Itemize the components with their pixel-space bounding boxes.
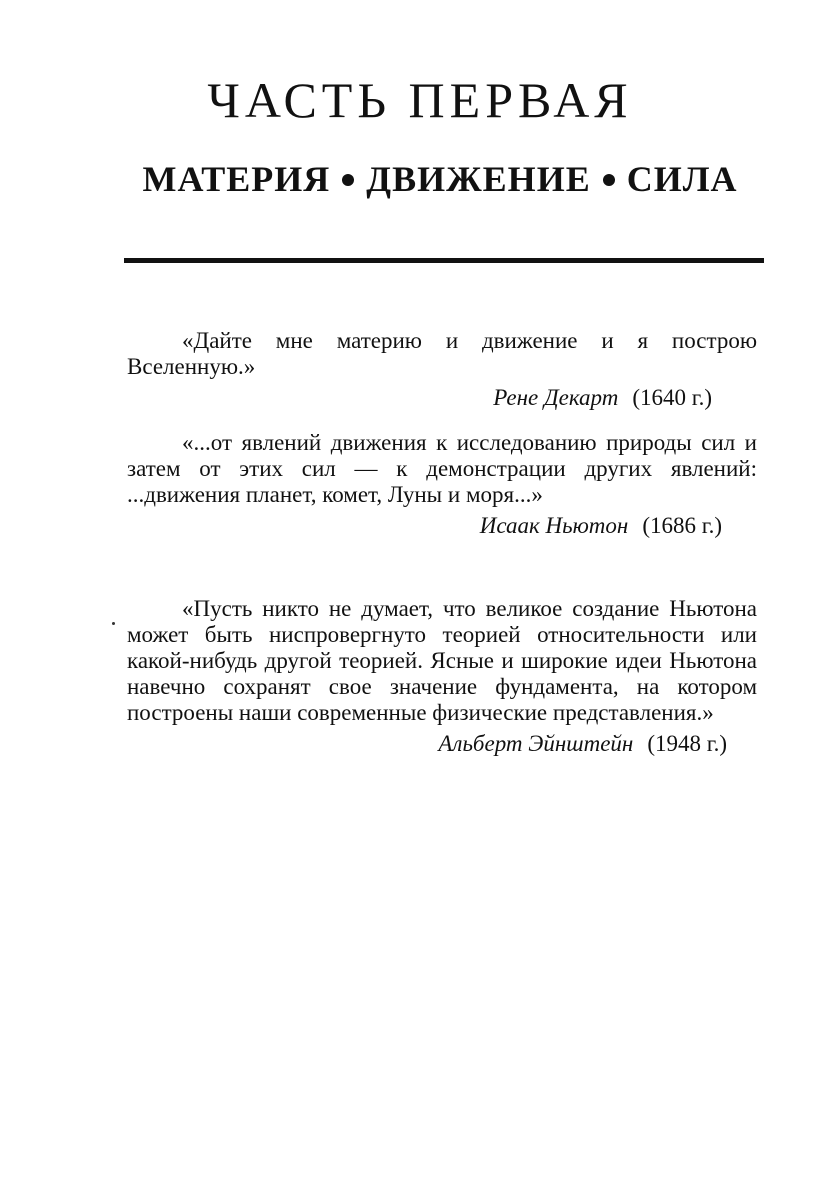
bullet-dot-icon: [603, 174, 615, 186]
epigraph-text: «...от явлений движения к исследованию природы сил и затем от этих сил — к демонстрации других явлений: ...движения планет, комет, Луны и моря...»: [127, 430, 757, 507]
bullet-dot-icon: [342, 174, 354, 186]
part-title: ЧАСТЬ ПЕРВАЯ: [207, 72, 633, 128]
subtitle-word-motion: ДВИЖЕНИЕ: [366, 159, 591, 199]
epigraph-newton: [127, 430, 757, 539]
epigraph-author: Рене Декарт: [493, 385, 619, 410]
epigraph-attribution: [127, 513, 757, 539]
epigraph-text: «Дайте мне материю и движение и я построю Вселенную.»: [127, 328, 757, 379]
epigraph-descartes: [127, 328, 757, 411]
epigraph-attribution: [127, 385, 757, 411]
epigraph-year: (1686 г.): [642, 513, 722, 538]
epigraph-author: Исаак Ньютон: [479, 513, 629, 538]
section-subtitle: [120, 155, 760, 203]
subtitle-word-matter: МАТЕРИЯ: [142, 159, 331, 199]
print-speck: [112, 622, 115, 625]
epigraph-year: (1948 г.): [647, 731, 727, 756]
epigraph-einstein: [127, 596, 757, 757]
epigraph-year: (1640 г.): [632, 385, 712, 410]
subtitle-word-force: СИЛА: [626, 159, 738, 199]
epigraph-attribution: [127, 731, 757, 757]
epigraph-text: «Пусть никто не думает, что великое создание Ньютона может быть ниспровергнуто теорией относительности или какой-нибудь другой теорией. Ясные и широкие идеи Ньютона навечно сохранят свое значение фундамента, на котором построены наши современные физические представления.»: [127, 596, 757, 725]
horizontal-rule: [124, 258, 764, 263]
epigraph-author: Альберт Эйнштейн: [438, 731, 634, 756]
